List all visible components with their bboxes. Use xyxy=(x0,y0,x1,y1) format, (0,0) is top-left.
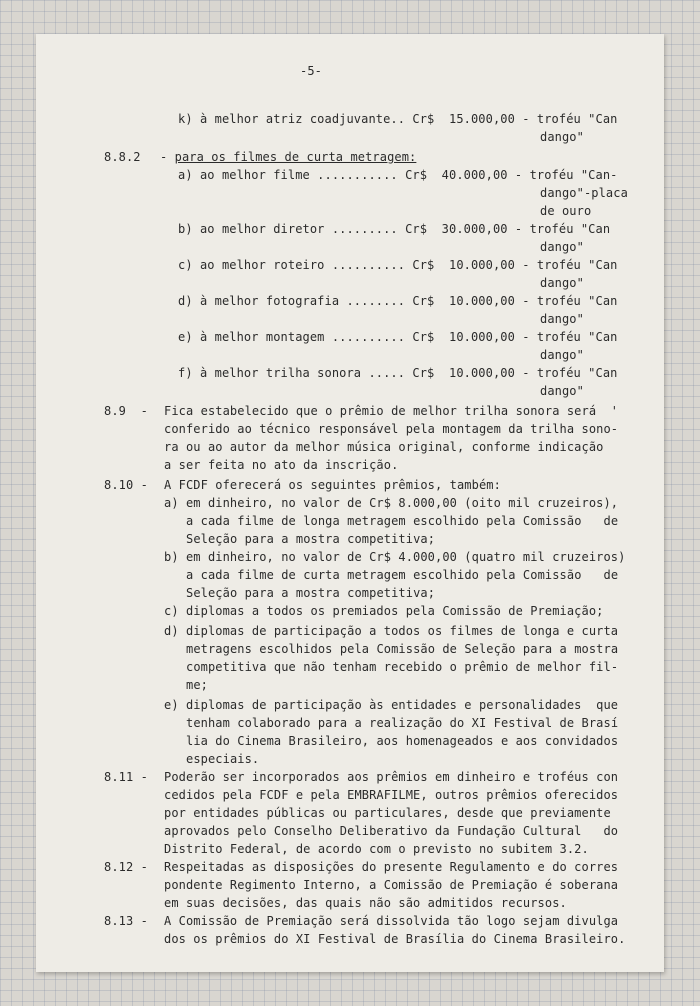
text-line: cedidos pela FCDF e pela EMBRAFILME, outros prêmios oferecidos xyxy=(164,788,619,802)
text-line: a ser feita no ato da inscrição. xyxy=(164,458,399,472)
text-line: dango" xyxy=(540,312,584,326)
text-line: por entidades públicas ou particulares, desde que previamente xyxy=(164,806,611,820)
text-line: dango" xyxy=(540,130,584,144)
text-line: 8.12 - xyxy=(104,860,148,874)
text-line: de ouro xyxy=(540,204,592,218)
text-line: 8.11 - xyxy=(104,770,148,784)
text-line: me; xyxy=(186,678,208,692)
text-line: f) à melhor trilha sonora ..... Cr$ 10.000,00 - troféu "Can xyxy=(178,366,618,380)
text-line: em suas decisões, das quais não são admitidos recursos. xyxy=(164,896,567,910)
text-line: b) em dinheiro, no valor de Cr$ 4.000,00 (quatro mil cruzeiros) xyxy=(164,550,626,564)
text-line: e) à melhor montagem .......... Cr$ 10.000,00 - troféu "Can xyxy=(178,330,618,344)
text-line: conferido ao técnico responsável pela montagem da trilha sono- xyxy=(164,422,619,436)
text-line: d) à melhor fotografia ........ Cr$ 10.000,00 - troféu "Can xyxy=(178,294,618,308)
text-line: dango" xyxy=(540,384,584,398)
text-line: Seleção para a mostra competitiva; xyxy=(186,532,436,546)
text-line: b) ao melhor diretor ......... Cr$ 30.000,00 - troféu "Can xyxy=(178,222,611,236)
text-line: a cada filme de curta metragem escolhido pela Comissão de xyxy=(186,568,619,582)
text-line: especiais. xyxy=(186,752,260,766)
text-line: Distrito Federal, de acordo com o previsto no subitem 3.2. xyxy=(164,842,589,856)
text-line: Seleção para a mostra competitiva; xyxy=(186,586,436,600)
text-line: metragens escolhidos pela Comissão de Seleção para a mostra xyxy=(186,642,619,656)
text-line: c) ao melhor roteiro .......... Cr$ 10.000,00 - troféu "Can xyxy=(178,258,618,272)
text-line: lia do Cinema Brasileiro, aos homenageados e aos convidados xyxy=(186,734,619,748)
text-line: 8.9 - xyxy=(104,404,148,418)
text-line: dos os prêmios do XI Festival de Brasília do Cinema Brasileiro. xyxy=(164,932,626,946)
text-line: dango" xyxy=(540,276,584,290)
text-line: competitiva que não tenham recebido o prêmio de melhor fil- xyxy=(186,660,619,674)
text-line: Fica estabelecido que o prêmio de melhor trilha sonora será ' xyxy=(164,404,619,418)
text-line: A Comissão de Premiação será dissolvida tão logo sejam divulga xyxy=(164,914,619,928)
text-line: a) em dinheiro, no valor de Cr$ 8.000,00 (oito mil cruzeiros), xyxy=(164,496,619,510)
text-line: 8.10 - xyxy=(104,478,148,492)
text-line: ra ou ao autor da melhor música original, conforme indicação xyxy=(164,440,604,454)
text-line: 8.13 - xyxy=(104,914,148,928)
text-line: Poderão ser incorporados aos prêmios em dinheiro e troféus con xyxy=(164,770,619,784)
text-line: 8.8.2 xyxy=(104,150,141,164)
text-line: aprovados pelo Conselho Deliberativo da Fundação Cultural do xyxy=(164,824,619,838)
text-line: d) diplomas de participação a todos os filmes de longa e curta xyxy=(164,624,619,638)
text-line: A FCDF oferecerá os seguintes prêmios, também: xyxy=(164,478,501,492)
text-line: k) à melhor atriz coadjuvante.. Cr$ 15.000,00 - troféu "Can xyxy=(178,112,618,126)
text-line: dango" xyxy=(540,348,584,362)
text-line: dango" xyxy=(540,240,584,254)
text-line: a cada filme de longa metragem escolhido pela Comissão de xyxy=(186,514,619,528)
text-line: - para os filmes de curta metragem: xyxy=(160,150,417,164)
text-line: pondente Regimento Interno, a Comissão de Premiação é soberana xyxy=(164,878,619,892)
text-line: dango"-placa xyxy=(540,186,628,200)
text-line: c) diplomas a todos os premiados pela Comissão de Premiação; xyxy=(164,604,604,618)
text-line: e) diplomas de participação às entidades e personalidades que xyxy=(164,698,619,712)
text-line: tenham colaborado para a realização do XI Festival de Brasí xyxy=(186,716,619,730)
page-number: -5- xyxy=(300,64,322,78)
text-line: Respeitadas as disposições do presente Regulamento e do corres xyxy=(164,860,619,874)
text-line: a) ao melhor filme ........... Cr$ 40.000,00 - troféu "Can- xyxy=(178,168,618,182)
